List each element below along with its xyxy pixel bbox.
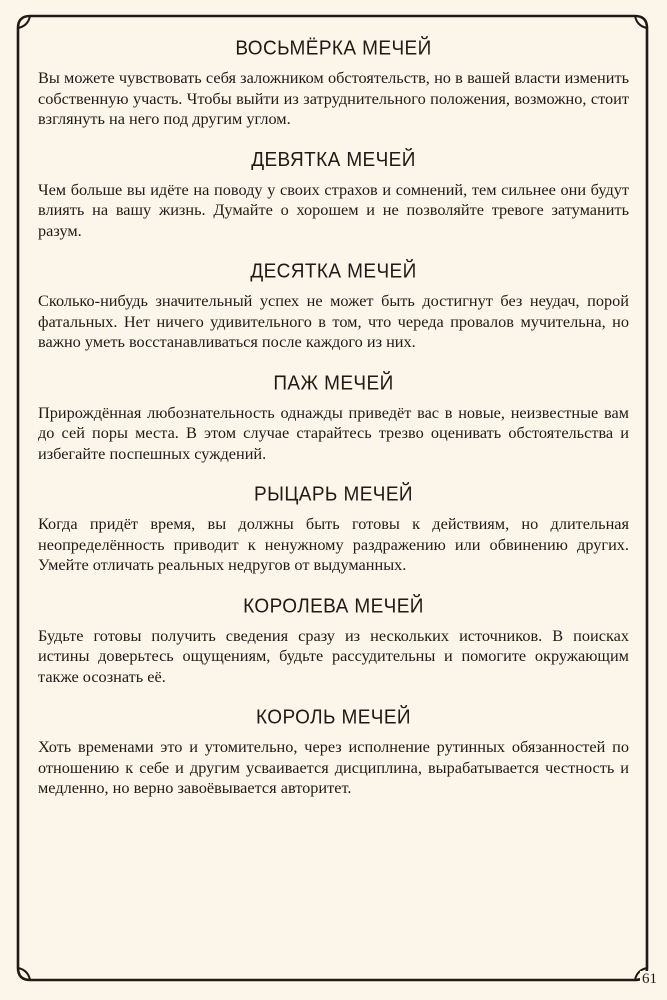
section-title: РЫЦАРЬ МЕЧЕЙ <box>254 483 413 506</box>
section-title: ДЕСЯТКА МЕЧЕЙ <box>250 260 417 283</box>
section-text: Чем больше вы идёте на поводу у своих страхов и сомнений, тем сильнее они будут влиять на вашу жизнь. Думайте о хорошем и не позволяйте тревоге затуманить разум. <box>38 179 629 240</box>
section-title: КОРОЛЕВА МЕЧЕЙ <box>243 594 424 617</box>
section-nine-of-swords <box>38 150 629 242</box>
section-king-of-swords <box>38 707 629 799</box>
section-text: Будьте готовы получить сведения сразу из нескольких источников. В поисках истины доверьтесь ощущениям, будьте рассудительны и помогите окружающим также осознать её. <box>38 625 629 686</box>
section-ten-of-swords <box>38 261 629 353</box>
section-text: Прирождённая любознательность однажды приведёт вас в новые, неизвестные вам до сей поры места. В этом случае старайтесь трезво оценивать обстоятельства и избегайте поспешных суждений. <box>38 402 629 463</box>
section-queen-of-swords <box>38 596 629 688</box>
section-eight-of-swords <box>38 38 629 130</box>
section-text: Хоть временами это и утомительно, через исполнение рутинных обязанностей по отношению к себе и другим усваивается дисциплина, вырабатывается честность и медленно, но верно завоёвывается авторитет. <box>38 737 629 797</box>
section-text: Вы можете чувствовать себя заложником обстоятельств, но в вашей власти изменить собственную участь. Чтобы выйти из затруднительного положения, возможно, стоит взглянуть на него под другим углом. <box>38 68 629 128</box>
section-title: КОРОЛЬ МЕЧЕЙ <box>256 706 411 729</box>
section-page-of-swords <box>38 373 629 465</box>
section-text: Когда придёт время, вы должны быть готовы к действиям, но длительная неопределённость приводит к ненужному раздражению или обвинению других. Умейте отличать реальных недругов от выдуманных. <box>38 514 629 574</box>
page-content <box>38 38 629 819</box>
section-title: ВОСЬМЁРКА МЕЧЕЙ <box>235 37 432 60</box>
section-knight-of-swords <box>38 484 629 576</box>
section-title: ПАЖ МЕЧЕЙ <box>273 371 394 394</box>
section-text: Сколько-нибудь значительный успех не может быть достигнут без неудач, порой фатальных. Нет ничего удивительного в том, что череда провалов мучительна, но важно уметь восстанавливаться после каждого из них. <box>38 291 629 351</box>
page-number: 61 <box>642 971 657 987</box>
section-title: ДЕВЯТКА МЕЧЕЙ <box>251 148 416 171</box>
